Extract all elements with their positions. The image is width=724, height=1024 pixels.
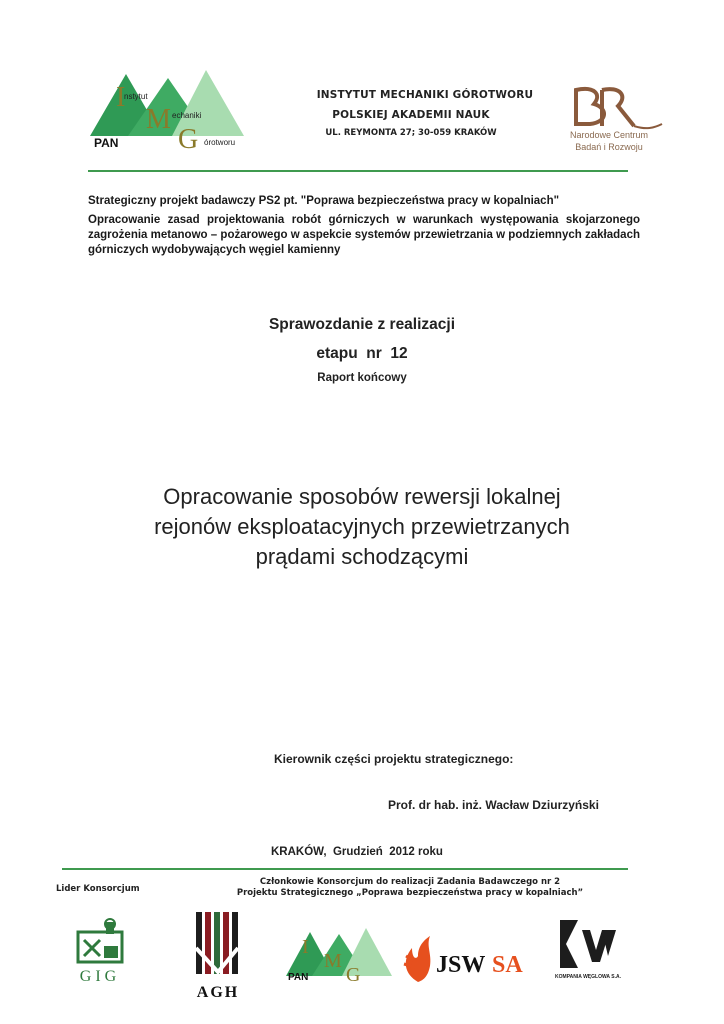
manager-label: Kierownik części projektu strategicznego: xyxy=(274,752,514,766)
jsw-sa-label: SA xyxy=(492,952,523,978)
kw-emblem-icon xyxy=(556,916,620,972)
document-title-line3: prądami schodzącymi xyxy=(255,544,469,569)
agh-label: AGH xyxy=(196,984,240,1001)
kw-label: KOMPANIA WĘGLOWA S.A. xyxy=(555,974,621,980)
gig-emblem-icon xyxy=(70,918,130,968)
report-heading: Sprawozdanie z realizacji xyxy=(268,316,456,333)
report-stage: etapu nr 12 xyxy=(316,345,408,362)
manager-name: Prof. dr hab. inż. Wacław Dziurzyński xyxy=(388,798,599,812)
kw-logo xyxy=(556,916,620,986)
img-word-orotworu: órotworu xyxy=(204,138,236,147)
ncbr-monogram-graphic xyxy=(554,84,664,130)
document-title-line2: rejonów eksploatacyjnych przewietrzanych xyxy=(154,514,570,539)
institute-name-line1: INSTYTUT MECHANIKI GÓROTWORU xyxy=(316,89,534,101)
institute-address: UL. REYMONTA 27; 30-059 KRAKÓW xyxy=(325,128,497,138)
project-line2: Opracowanie zasad projektowania robót górniczych w warunkach występowania skojarzonego zagrożenia metanowo – pożarowego w aspekcie systemów przewietrzania w podziemnych zakładach górniczych wydobywających węgiel kamienny xyxy=(88,214,640,256)
img-letter-m: M xyxy=(146,104,171,135)
report-type: Raport końcowy xyxy=(317,372,407,384)
footer-rule xyxy=(62,868,628,870)
img-word-echaniki: echaniki xyxy=(172,111,202,120)
jsw-label: JSW xyxy=(436,952,486,978)
leader-label: Lider Konsorcjum xyxy=(56,884,140,894)
img-small-letter-g: G xyxy=(346,964,361,986)
img-pan-logo xyxy=(88,66,248,156)
project-line1: Strategiczny projekt badawczy PS2 pt. "Poprawa bezpieczeństwa pracy w kopalniach" xyxy=(88,195,560,207)
img-letter-i: I xyxy=(116,82,126,113)
header-rule xyxy=(88,170,628,172)
members-line2: Projektu Strategicznego „Poprawa bezpieczeństwa pracy w kopalniach” xyxy=(236,888,584,898)
img-small-pan-label: PAN xyxy=(288,972,309,983)
gig-label: GIG xyxy=(79,968,121,985)
document-title-line1: Opracowanie sposobów rewersji lokalnej xyxy=(163,484,561,509)
img-pan-logo-small xyxy=(284,926,394,988)
place-date: KRAKÓW, Grudzień 2012 roku xyxy=(271,846,443,858)
institute-name-line2: POLSKIEJ AKADEMII NAUK xyxy=(332,109,490,121)
ncbr-logo xyxy=(554,84,664,156)
agh-emblem-icon xyxy=(192,908,244,980)
jsw-flame-icon xyxy=(400,934,434,984)
jsw-logo xyxy=(400,934,528,988)
members-line1: Członkowie Konsorcjum do realizacji Zadania Badawczego nr 2 xyxy=(259,877,561,887)
agh-logo xyxy=(192,908,244,1004)
gig-logo xyxy=(70,918,130,988)
ncbr-line1: Narodowe Centrum xyxy=(569,130,649,140)
img-pan-label: PAN xyxy=(94,136,119,150)
img-small-letter-i: I xyxy=(302,936,309,958)
ncbr-line2: Badań i Rozwoju xyxy=(575,142,643,152)
img-letter-g: G xyxy=(178,124,199,155)
img-word-nstytut: nstytut xyxy=(124,92,148,101)
img-small-letter-m: M xyxy=(324,950,342,972)
